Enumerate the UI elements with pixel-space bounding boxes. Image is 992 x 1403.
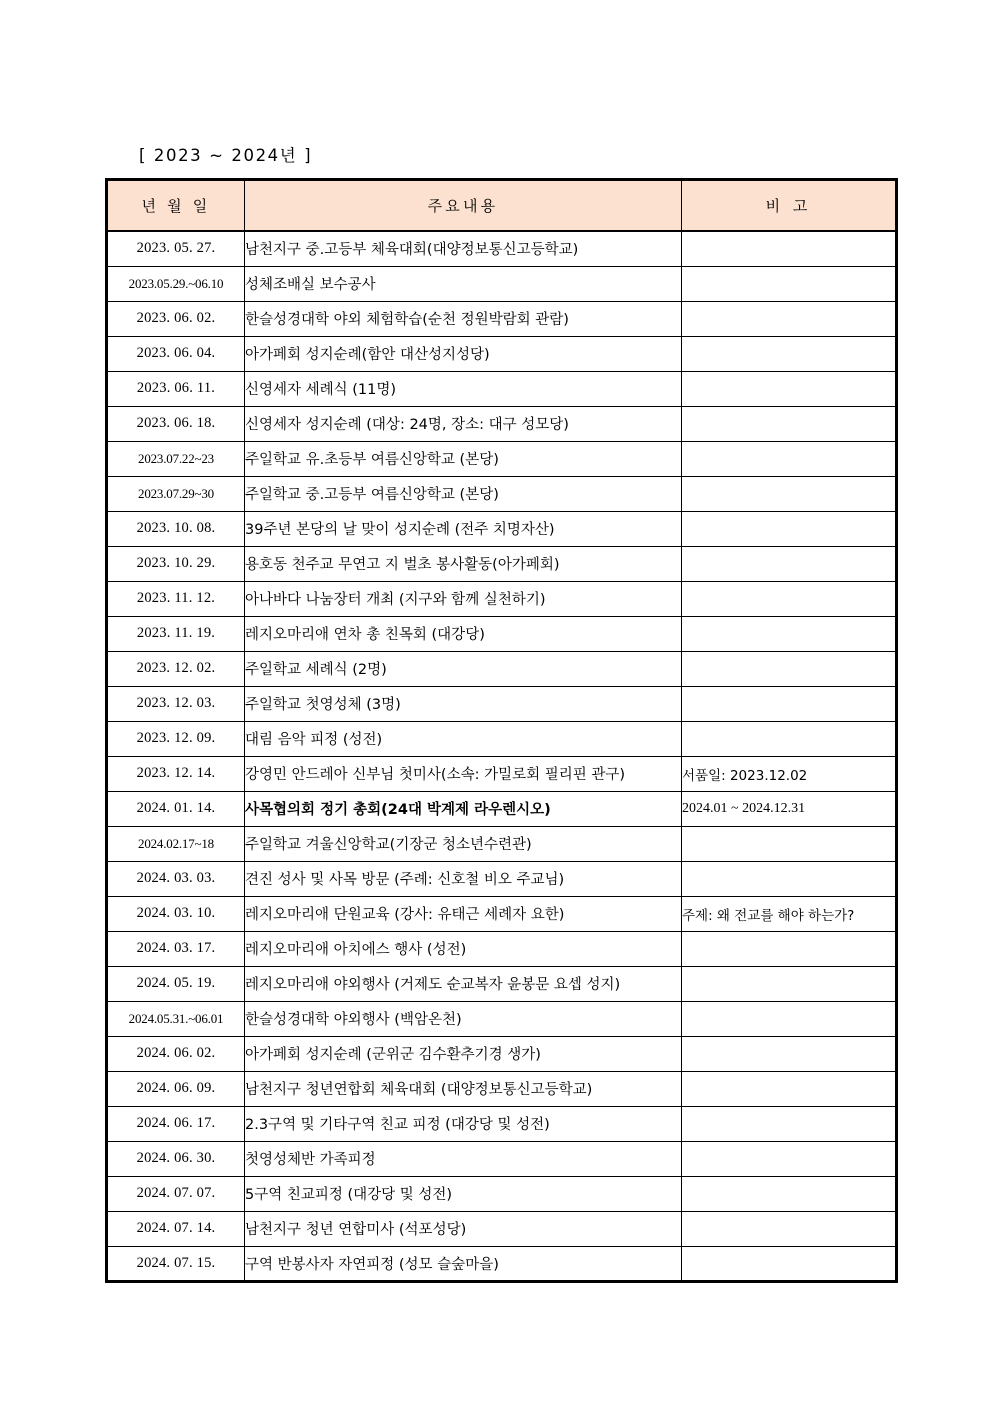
cell-date: 2023.07.29~30: [107, 476, 245, 511]
cell-note: 주제: 왜 전교를 해야 하는가?: [682, 896, 897, 931]
cell-note: [682, 1141, 897, 1176]
cell-main-content: 사목협의회 정기 총회(24대 박계제 라우렌시오): [245, 791, 682, 826]
cell-date: 2024. 05. 19.: [107, 966, 245, 1001]
table-row: [107, 791, 897, 826]
table-row: [107, 1106, 897, 1141]
cell-note: [682, 231, 897, 266]
cell-main-content: 주일학교 중.고등부 여름신앙학교 (본당): [245, 476, 682, 511]
cell-main-content: 아가페회 성지순례 (군위군 김수환추기경 생가): [245, 1036, 682, 1071]
page-title: [ 2023 ~ 2024년 ]: [139, 146, 313, 165]
cell-date: 2024. 06. 09.: [107, 1071, 245, 1106]
cell-date: 2023. 11. 19.: [107, 616, 245, 651]
table-row: [107, 266, 897, 301]
cell-note: [682, 336, 897, 371]
cell-date: 2024. 07. 15.: [107, 1246, 245, 1281]
table-row: [107, 1246, 897, 1281]
table-header: [107, 180, 897, 232]
cell-note: [682, 861, 897, 896]
table-row: [107, 1141, 897, 1176]
cell-date: 2023. 06. 18.: [107, 406, 245, 441]
cell-note: [682, 301, 897, 336]
table-row: [107, 476, 897, 511]
cell-main-content: 레지오마리애 단원교육 (강사: 유태근 세례자 요한): [245, 896, 682, 931]
cell-date: 2023.05.29.~06.10: [107, 266, 245, 301]
table-row: [107, 686, 897, 721]
cell-date: 2024. 06. 30.: [107, 1141, 245, 1176]
table-row: [107, 651, 897, 686]
table-row: [107, 1036, 897, 1071]
cell-date: 2024. 01. 14.: [107, 791, 245, 826]
cell-date: 2023. 06. 04.: [107, 336, 245, 371]
table-row: [107, 931, 897, 966]
cell-note: [682, 441, 897, 476]
cell-main-content: 주일학교 유.초등부 여름신앙학교 (본당): [245, 441, 682, 476]
cell-note: [682, 581, 897, 616]
cell-note: [682, 371, 897, 406]
table-row: [107, 1176, 897, 1211]
cell-note: [682, 616, 897, 651]
cell-main-content: 성체조배실 보수공사: [245, 266, 682, 301]
table-row: [107, 896, 897, 931]
cell-main-content: 주일학교 겨울신앙학교(기장군 청소년수련관): [245, 826, 682, 861]
cell-main-content: 신영세자 성지순례 (대상: 24명, 장소: 대구 성모당): [245, 406, 682, 441]
cell-main-content: 아나바다 나눔장터 개최 (지구와 함께 실천하기): [245, 581, 682, 616]
cell-note: [682, 721, 897, 756]
cell-date: 2023. 05. 27.: [107, 231, 245, 266]
table-row: [107, 336, 897, 371]
cell-main-content: 레지오마리애 연차 총 친목회 (대강당): [245, 616, 682, 651]
cell-main-content: 주일학교 첫영성체 (3명): [245, 686, 682, 721]
cell-main-content: 대림 음악 피정 (성전): [245, 721, 682, 756]
column-header-note: 비 고: [682, 180, 897, 232]
cell-main-content: 강영민 안드레아 신부님 첫미사(소속: 가밀로회 필리핀 관구): [245, 756, 682, 791]
cell-main-content: 남천지구 청년연합회 체육대회 (대양정보통신고등학교): [245, 1071, 682, 1106]
cell-main-content: 5구역 친교피정 (대강당 및 성전): [245, 1176, 682, 1211]
cell-main-content: 한슬성경대학 야외 체험학습(순천 정원박람회 관람): [245, 301, 682, 336]
cell-date: 2024. 03. 03.: [107, 861, 245, 896]
cell-date: 2024. 07. 14.: [107, 1211, 245, 1246]
cell-note: [682, 511, 897, 546]
cell-date: 2024.05.31.~06.01: [107, 1001, 245, 1036]
cell-date: 2023. 12. 02.: [107, 651, 245, 686]
table-row: [107, 756, 897, 791]
table-row: [107, 511, 897, 546]
table-row: [107, 301, 897, 336]
table-row: [107, 441, 897, 476]
table-row: [107, 581, 897, 616]
cell-note: [682, 266, 897, 301]
cell-note: [682, 1211, 897, 1246]
cell-note: [682, 686, 897, 721]
column-header-date: 년 월 일: [107, 180, 245, 232]
cell-main-content: 견진 성사 및 사목 방문 (주례: 신호철 비오 주교님): [245, 861, 682, 896]
cell-note: 2024.01 ~ 2024.12.31: [682, 791, 897, 826]
table-row: [107, 371, 897, 406]
cell-main-content: 2.3구역 및 기타구역 친교 피정 (대강당 및 성전): [245, 1106, 682, 1141]
cell-date: 2024.02.17~18: [107, 826, 245, 861]
table-row: [107, 1001, 897, 1036]
cell-date: 2023. 12. 14.: [107, 756, 245, 791]
cell-date: 2024. 03. 17.: [107, 931, 245, 966]
cell-date: 2024. 07. 07.: [107, 1176, 245, 1211]
table-body: [107, 231, 897, 1281]
cell-date: 2023. 10. 29.: [107, 546, 245, 581]
table-row: [107, 231, 897, 266]
cell-main-content: 레지오마리애 아치에스 행사 (성전): [245, 931, 682, 966]
cell-date: 2024. 06. 02.: [107, 1036, 245, 1071]
cell-note: [682, 826, 897, 861]
cell-main-content: 신영세자 세례식 (11명): [245, 371, 682, 406]
cell-date: 2023. 06. 02.: [107, 301, 245, 336]
cell-main-content: 아가페회 성지순례(함안 대산성지성당): [245, 336, 682, 371]
cell-note: [682, 546, 897, 581]
cell-date: 2023. 12. 03.: [107, 686, 245, 721]
table-header-row: [107, 180, 897, 232]
cell-date: 2023.07.22~23: [107, 441, 245, 476]
cell-note: [682, 476, 897, 511]
cell-note: [682, 1106, 897, 1141]
cell-note: [682, 1176, 897, 1211]
cell-note: [682, 1036, 897, 1071]
cell-note: [682, 406, 897, 441]
cell-main-content: 남천지구 청년 연합미사 (석포성당): [245, 1211, 682, 1246]
cell-note: [682, 1001, 897, 1036]
cell-main-content: 용호동 천주교 무연고 지 벌초 봉사활동(아가페회): [245, 546, 682, 581]
table-row: [107, 721, 897, 756]
schedule-table: [105, 178, 898, 1283]
cell-main-content: 구역 반봉사자 자연피정 (성모 슬숲마을): [245, 1246, 682, 1281]
cell-main-content: 주일학교 세례식 (2명): [245, 651, 682, 686]
cell-main-content: 레지오마리애 야외행사 (거제도 순교복자 윤봉문 요셉 성지): [245, 966, 682, 1001]
cell-note: [682, 931, 897, 966]
table-row: [107, 1211, 897, 1246]
cell-main-content: 첫영성체반 가족피정: [245, 1141, 682, 1176]
cell-note: [682, 1246, 897, 1281]
cell-date: 2023. 10. 08.: [107, 511, 245, 546]
cell-date: 2023. 12. 09.: [107, 721, 245, 756]
table-row: [107, 966, 897, 1001]
cell-date: 2024. 03. 10.: [107, 896, 245, 931]
column-header-main-content: 주요내용: [245, 180, 682, 232]
cell-note: [682, 1071, 897, 1106]
cell-date: 2023. 06. 11.: [107, 371, 245, 406]
cell-main-content: 남천지구 중.고등부 체육대회(대양정보통신고등학교): [245, 231, 682, 266]
cell-note: [682, 651, 897, 686]
table-row: [107, 406, 897, 441]
cell-main-content: 39주년 본당의 날 맞이 성지순례 (전주 치명자산): [245, 511, 682, 546]
cell-note: [682, 966, 897, 1001]
cell-date: 2023. 11. 12.: [107, 581, 245, 616]
table-row: [107, 826, 897, 861]
cell-date: 2024. 06. 17.: [107, 1106, 245, 1141]
table-row: [107, 546, 897, 581]
table-row: [107, 616, 897, 651]
table-row: [107, 861, 897, 896]
cell-note: 서품일: 2023.12.02: [682, 756, 897, 791]
table-row: [107, 1071, 897, 1106]
cell-main-content: 한슬성경대학 야외행사 (백암온천): [245, 1001, 682, 1036]
